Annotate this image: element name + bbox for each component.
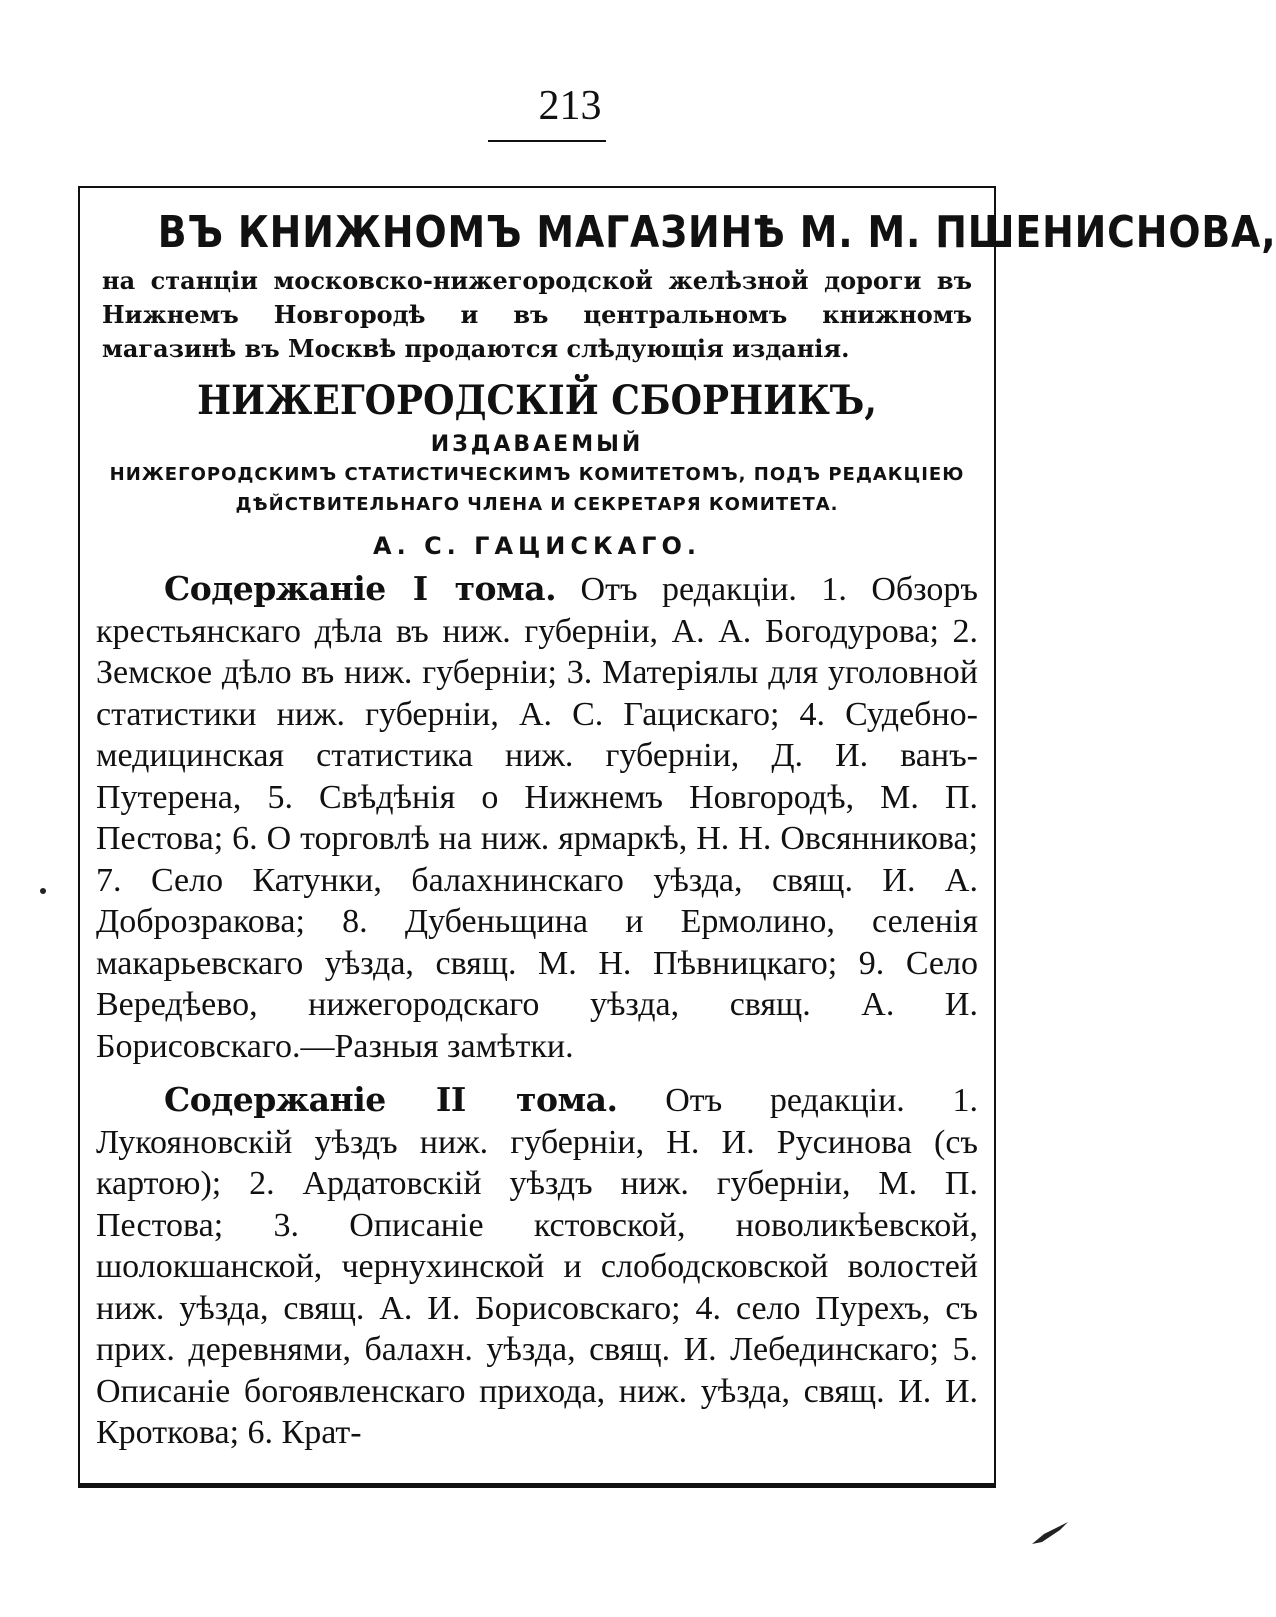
editor-name: А. С. ГАЦИСКАГО. xyxy=(373,532,701,560)
contents-section xyxy=(96,568,978,1454)
published-by-label: ИЗДАВАЕМЫЙ xyxy=(430,432,644,457)
volume-1-contents xyxy=(96,568,978,1067)
collection-title: НИЖЕГОРОДСКІЙ СБОРНИКЪ, xyxy=(197,377,877,424)
volume-1-text: Отъ редакціи. 1. Обзоръ крестьянскаго дѣла въ ниж. губерніи, А. А. Богодурова; 2. Земское дѣло въ ниж. губерніи; 3. Матеріялы для уголовной статистики ниж. губерніи, А. С. Гацискаго; 4. Судебно-медицинская статистика ниж. губерніи, Д. И. ванъ-Путерена, 5. Свѣдѣнія о Нижнемъ Новгородѣ, М. П. Пестова; 6. О торговлѣ на ниж. ярмаркѣ, Н. Н. Овсянникова; 7. Село Катунки, балахнинскаго уѣзда, свящ. И. А. Доброзракова; 8. Дубеньщина и Ермолино, селенія макарьевскаго уѣзда, свящ. М. Н. Пѣвницкаго; 9. Село Вередѣево, нижегородскаго уѣзда, свящ. А. И. Борисовскаго.—Разныя замѣтки. xyxy=(96,571,978,1065)
volume-2-heading: Содержаніе II тома. xyxy=(164,1080,618,1119)
committee-line-1: НИЖЕГОРОДСКИМЪ СТАТИСТИЧЕСКИМЪ КОМИТЕТОМЪ, ПОДЪ РЕДАКЦІЕЮ xyxy=(109,464,965,485)
volume-2-text: Отъ редакціи. 1. Лукояновскій уѣздъ ниж. губерніи, Н. И. Русинова (съ картою); 2. Ардатовскій уѣздъ ниж. губерніи, М. П. Пестова; 3. Описаніе кстовской, новоликѣевской, шолокшанской, чернухинской и слободсковской волостей ниж. уѣзда, свящ. А. И. Борисовскаго; 4. село Пурехъ, съ прих. деревнями, балахн. уѣзда, свящ. И. Лебединскаго; 5. Описаніе богоявленскаго прихода, ниж. уѣзда, свящ. И. И. Кроткова; 6. Крат- xyxy=(96,1082,979,1451)
stray-ink-dot xyxy=(40,888,46,894)
ink-mark-icon xyxy=(1030,1520,1070,1546)
advertisement-frame xyxy=(78,186,1276,1488)
volume-2-contents xyxy=(96,1079,978,1454)
page-number-rule xyxy=(488,140,606,142)
bookshop-intro: на станціи московско-нижегородской желѣзной дороги въ Нижнемъ Новгородѣ и въ центральномъ книжномъ магазинѣ въ Москвѣ продаются слѣдующія изданія. xyxy=(102,266,972,363)
volume-1-heading: Содержаніе I тома. xyxy=(164,569,557,608)
committee-line-2: ДѢЙСТВИТЕЛЬНАГО ЧЛЕНА И СЕКРЕТАРЯ КОМИТЕТА. xyxy=(235,494,839,515)
advertisement-body xyxy=(96,202,1276,1454)
page-number: 213 xyxy=(538,83,602,129)
bookshop-headline: ВЪ КНИЖНОМЪ МАГАЗИНѢ М. М. ПШЕНИСНОВА, xyxy=(157,207,1276,258)
